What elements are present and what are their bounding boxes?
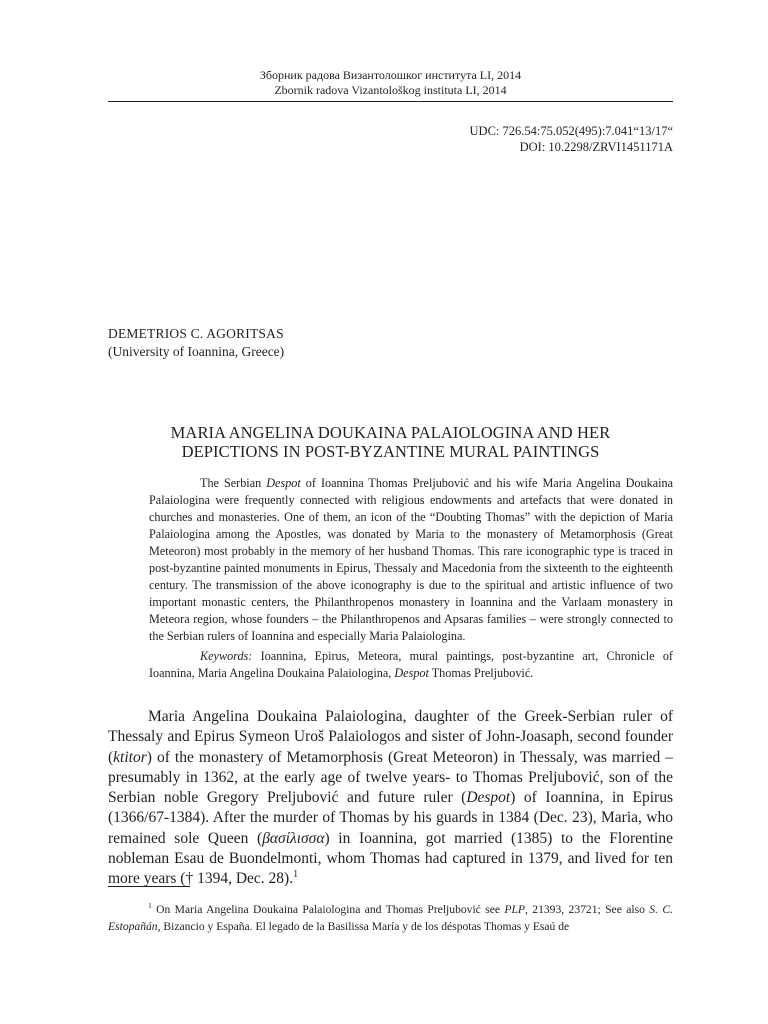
body-italic-despot: Despot [466,789,511,807]
article-identifiers [108,124,673,155]
abstract-paragraph [149,475,673,645]
footnote [108,901,673,935]
header-rule [108,101,673,102]
footnote-text: , 21393, 23721; See also [525,903,650,916]
body-text [108,707,673,890]
footnote-text: , Bizancio y España. El legado de la Basilissa María y de los déspotas Thomas y Esaú de [157,920,570,933]
keywords-italic-despot: Despot [394,666,429,680]
footnote-italic-author: S. C. Estopañán [108,903,673,933]
footnote-text: On Maria Angelina Doukaina Palaiologina and Thomas Preljubović see [151,903,505,916]
title-line-1: MARIA ANGELINA DOUKAINA PALAIOLOGINA AND HER [170,423,611,442]
body-italic-greek: βασίλισσα [262,829,325,847]
journal-title-latin: Zbornik radova Vizantološkog instituta LI, 2014 [274,83,507,97]
footnote-reference[interactable]: 1 [293,869,299,881]
body-italic-ktitor: ktitor [113,748,147,766]
body-text-run: ) in Ioannina, got married (1385) to the Florentine nobleman Esau de Buondelmonti, whom Thomas had captured in 1379, and lived for ten more years († 1394, Dec. 28). [108,829,673,888]
abstract-text: of Ioannina Thomas Preljubović and his wife Maria Angelina Doukaina Palaiologina were frequently connected with religious endowments and artefacts that were donated in churches and monasteries. One of them, an icon of the “Doubting Thomas” with the depiction of Maria Palaiologina among the Apostles, was donated by Maria to the monastery of Metamorphosis (Great Meteoron) most probably in the memory of her husband Thomas. This rare iconographic type is traced in post-byzantine painted monuments in Epirus, Thessaly and Macedonia from the sixteenth to the eighteenth century. The transmission of the above iconography is due to the spiritual and artistic influence of two important monastic centers, the Philanthropenos monastery in Ioannina and the Varlaam monastery in Meteora region, whose founders – the Philanthropenos and Apsaras families – were strongly connected to the Serbian rulers of Ioannina and especially Maria Palaiologina. [149,476,673,643]
keywords-paragraph [149,648,673,682]
body-paragraph [108,707,673,890]
keywords-label: Keywords: [200,649,253,663]
doi: DOI: 10.2298/ZRVI1451171A [519,139,673,154]
udc-code: UDC: 726.54:75.052(495):7.041“13/17“ [469,124,673,138]
journal-header [108,68,673,98]
footnote-italic-plp: PLP [504,903,525,916]
footnote-paragraph [108,901,673,935]
article-title [108,424,673,461]
keywords-text: Thomas Preljubović. [428,666,534,680]
author-block [108,325,284,361]
footnote-mark: 1 [148,901,152,911]
keywords-text: Ioannina, Epirus, Meteora, mural paintings, post-byzantine art, Chronicle of Ioannina, Maria Angelina Doukaina Palaiologina, [149,649,673,680]
journal-title-cyrillic: Зборник радова Византолошког института LI, 2014 [259,68,522,82]
abstract-text: The Serbian [200,476,267,490]
body-text-run: ) of Ioannina, in Epirus (1366/67-1384). After the murder of Thomas by his guards in 1384 (Dec. 23), Maria, who remained sole Queen ( [108,789,673,847]
body-text-run: ) of the monastery of Metamorphosis (Great Meteoron) in Thessaly, was married –presumably in 1362, at the early age of twelve years- to Thomas Preljubović, son of the Serbian noble Gregory Preljubović and future ruler ( [108,748,673,807]
abstract-italic-despot: Despot [266,476,301,490]
footnote-rule [108,886,190,887]
abstract [149,475,673,682]
title-line-2: DEPICTIONS IN POST-BYZANTINE MURAL PAINTINGS [181,441,600,461]
body-text-run: Maria Angelina Doukaina Palaiologina, daughter of the Greek-Serbian ruler of Thessaly and Epirus Symeon Uroš Palaiologos and sister of John-Joasaph, second founder ( [108,708,673,766]
author-name: DEMETRIOS C. AGORITSAS [108,326,284,341]
author-affiliation: (University of Ioannina, Greece) [108,344,285,359]
